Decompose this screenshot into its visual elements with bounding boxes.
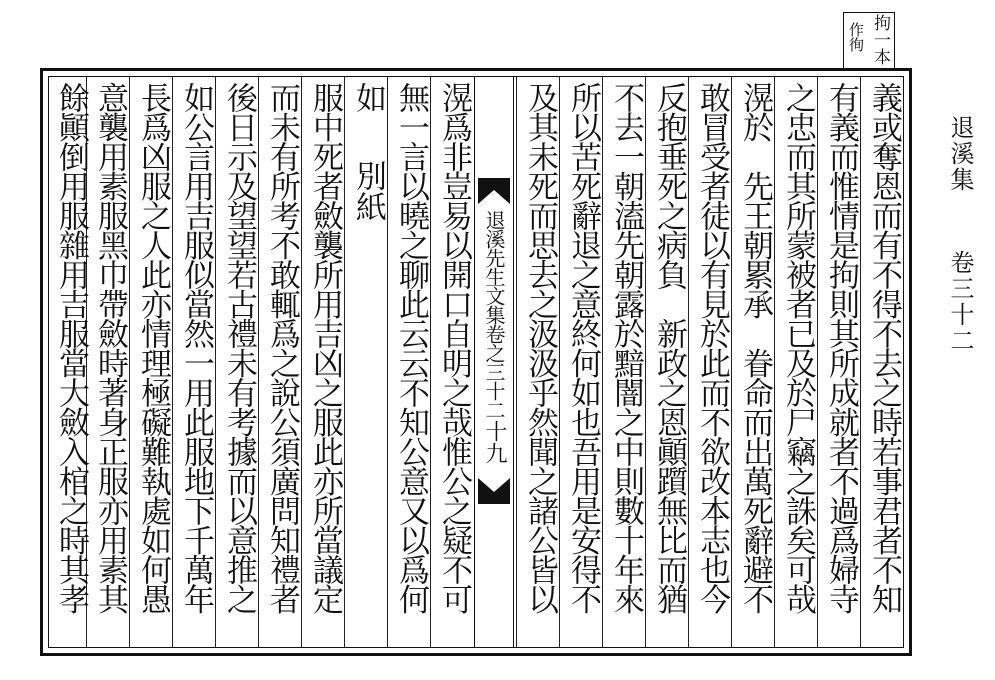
text-column: 有義而惟情是拘則其所成就者不過爲婦寺 bbox=[823, 82, 859, 613]
fold-title: 退溪先生文集卷之三十二 bbox=[482, 210, 506, 419]
text-column: 長爲凶服之人此亦情理極礙難執處如何愚 bbox=[135, 82, 171, 613]
fold-page-number: 十九 bbox=[482, 420, 507, 464]
text-column: 餘顚倒用服雜用吉服當大斂入棺之時其孝 bbox=[53, 82, 89, 613]
text-column: 服中死者斂襲所用吉凶之服此亦所當議定 bbox=[307, 82, 343, 613]
text-column: 而未有所考不敢輒爲之說公須廣問知禮者 bbox=[264, 82, 300, 613]
running-volume: 卷三十二 bbox=[946, 250, 974, 354]
text-column: 反抱垂死之病負 新政之恩顚躓無比而猶 bbox=[651, 82, 687, 613]
text-column: 如公言用吉服似當然一用此服地下千萬年 bbox=[178, 82, 214, 613]
text-column: 不去一朝溘先朝露於黯闇之中則數十年來 bbox=[608, 82, 644, 613]
text-column: 之忠而其所蒙被者已及於尸竊之誅矣可哉 bbox=[780, 82, 816, 613]
text-column: 後日示及望望若古禮未有考據而以意推之 bbox=[221, 82, 257, 613]
section-heading: 別紙 bbox=[350, 160, 386, 222]
column-rule bbox=[516, 77, 517, 647]
text-column: 意襲用素服黑巾帶斂時著身正服亦用素其 bbox=[92, 82, 128, 613]
text-column: 義或奪恩而有不得不去之時若事君者不知 bbox=[866, 82, 902, 613]
text-column: 滉於 先王朝累承 眷命而出萬死辭避不 bbox=[737, 82, 773, 613]
text-column: 滉爲非豈易以開口自明之哉惟公之疑不可 bbox=[436, 82, 472, 613]
fishtail-top-icon bbox=[478, 178, 510, 204]
text-column: 及其未死而思去之汲汲乎然聞之諸公皆以 bbox=[522, 82, 558, 613]
text-column: 無一言以曉之聊此云云不知公意又以爲何 bbox=[393, 82, 429, 613]
text-column: 如 bbox=[350, 82, 386, 112]
marginal-note-right: 拘一本 bbox=[870, 14, 890, 65]
text-column: 敢冒受者徒以有見於此而不欲改本志也今 bbox=[694, 82, 730, 613]
fishtail-bottom-icon bbox=[478, 478, 510, 504]
marginal-note-left: 作徇 bbox=[847, 22, 865, 52]
running-title: 退溪集 bbox=[946, 115, 974, 193]
text-column: 所以苦死辭退之意終何如也吾用是安得不 bbox=[565, 82, 601, 613]
